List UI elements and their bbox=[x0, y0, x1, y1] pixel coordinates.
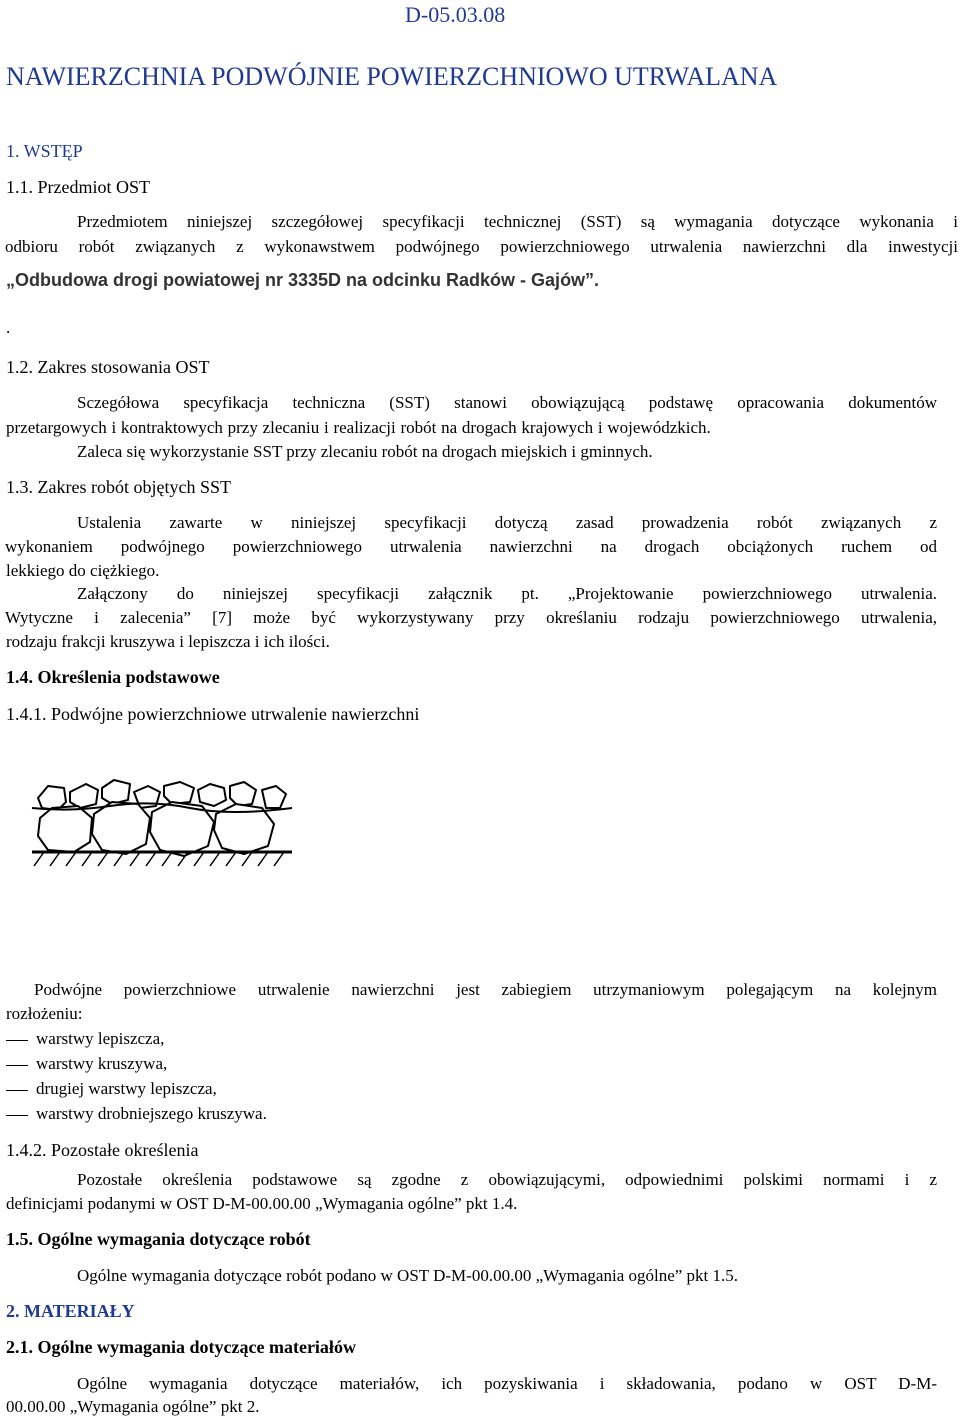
investment-name: „Odbudowa drogi powiatowej nr 3335D na odcinku Radków - Gajów”. bbox=[6, 270, 600, 290]
fine-chipping bbox=[164, 782, 194, 804]
coarse-stone bbox=[38, 806, 92, 852]
surface-dressing-diagram bbox=[30, 778, 300, 870]
subsection-heading-1-3: 1.3. Zakres robót objętych SST bbox=[6, 477, 231, 497]
fine-chipping bbox=[198, 784, 226, 806]
paragraph-1-1-line: odbioru robót związanych z wykonawstwem podwójnego powierzchniowego utrwalenia nawierzchni dla inwestycji bbox=[5, 237, 958, 256]
document-title: NAWIERZCHNIA PODWÓJNIE POWIERZCHNIOWO UTRWALANA bbox=[6, 62, 778, 91]
list-item bbox=[6, 1079, 217, 1099]
fine-chipping bbox=[70, 784, 98, 808]
section-heading-1: 1. WSTĘP bbox=[6, 141, 83, 161]
paragraph-1-2-line: przetargowych i kontraktowych przy zlecaniu i realizacji robót na drogach krajowych i wojewódzkich. bbox=[6, 418, 711, 437]
list-item-text: warstwy lepiszcza, bbox=[36, 1029, 165, 1048]
list-item bbox=[6, 1104, 267, 1124]
paragraph-1-3-line: lekkiego do ciężkiego. bbox=[6, 561, 160, 580]
paragraph-1-4-2-line: definicjami podanymi w OST D-M-00.00.00 „Wymagania ogólne” pkt 1.4. bbox=[6, 1194, 518, 1213]
dash-bullet bbox=[6, 1090, 28, 1091]
subsection-heading-1-4-2: 1.4.2. Pozostałe określenia bbox=[6, 1140, 199, 1160]
fine-chipping bbox=[230, 782, 256, 806]
subsection-heading-1-4-1: 1.4.1. Podwójne powierzchniowe utrwalenie nawierzchni bbox=[6, 704, 420, 724]
coarse-stone bbox=[92, 802, 150, 854]
subsection-heading-1-5: 1.5. Ogólne wymagania dotyczące robót bbox=[6, 1229, 311, 1249]
paragraph-1-5: Ogólne wymagania dotyczące robót podano w OST D-M-00.00.00 „Wymagania ogólne” pkt 1.5. bbox=[77, 1266, 739, 1285]
paragraph-2-1-line: Ogólne wymagania dotyczące materiałów, ich pozyskiwania i składowania, podano w OST D-M- bbox=[77, 1374, 937, 1393]
fine-chipping bbox=[102, 780, 130, 804]
paragraph-1-3-line: Ustalenia zawarte w niniejszej specyfikacji dotyczą zasad prowadzenia robót związanych z bbox=[77, 513, 937, 532]
paragraph-1-4-2-line: Pozostałe określenia podstawowe są zgodne z obowiązującymi, odpowiednimi polskimi normami i z bbox=[77, 1170, 937, 1189]
list-item bbox=[6, 1054, 167, 1074]
section-heading-2: 2. MATERIAŁY bbox=[6, 1301, 135, 1321]
fine-chipping bbox=[262, 786, 286, 808]
list-item bbox=[6, 1029, 164, 1049]
paragraph-1-3-line: rodzaju frakcji kruszywa i lepiszcza i ich ilości. bbox=[6, 632, 330, 651]
paragraph-1-2-line: Sczegółowa specyfikacja techniczna (SST) stanowi obowiązującą podstawę opracowania dokumentów bbox=[77, 393, 937, 412]
paragraph-1-2-line: Zaleca się wykorzystanie SST przy zlecaniu robót na drogach miejskich i gminnych. bbox=[77, 442, 653, 461]
list-item-text: drugiej warstwy lepiszcza, bbox=[36, 1079, 217, 1098]
document-code: D-05.03.08 bbox=[405, 2, 506, 27]
subsection-heading-1-1: 1.1. Przedmiot OST bbox=[6, 177, 150, 197]
dash-bullet bbox=[6, 1115, 28, 1116]
paragraph-1-3-line: Wytyczne i zalecenia” [7] może być wykorzystywany przy określaniu rodzaju powierzchniowego utrwalenia, bbox=[5, 608, 937, 627]
paragraph-1-3-line: wykonaniem podwójnego powierzchniowego utrwalenia nawierzchni na drogach obciążonych ruchem od bbox=[5, 537, 937, 556]
subsection-heading-2-1: 2.1. Ogólne wymagania dotyczące materiałów bbox=[6, 1337, 356, 1357]
paragraph-1-4-1-line: Podwójne powierzchniowe utrwalenie nawierzchni jest zabiegiem utrzymaniowym polegającym na kolejnym bbox=[34, 980, 937, 999]
dash-bullet bbox=[6, 1065, 28, 1066]
paragraph-1-4-1-line: rozłożeniu: bbox=[6, 1004, 83, 1023]
list-item-text: warstwy kruszywa, bbox=[36, 1054, 168, 1073]
dash-bullet bbox=[6, 1040, 28, 1041]
subsection-heading-1-2: 1.2. Zakres stosowania OST bbox=[6, 357, 210, 377]
list-item-text: warstwy drobniejszego kruszywa. bbox=[36, 1104, 267, 1123]
stray-dot: . bbox=[6, 318, 11, 337]
paragraph-1-1-line: Przedmiotem niniejszej szczegółowej specyfikacji technicznej (SST) są wymagania dotyczące wykonania i bbox=[77, 212, 958, 231]
paragraph-1-3-line: Załączony do niniejszej specyfikacji załącznik pt. „Projektowanie powierzchniowego utrwalenia. bbox=[77, 584, 937, 603]
paragraph-2-1-line: 00.00.00 „Wymagania ogólne” pkt 2. bbox=[6, 1397, 260, 1416]
subsection-heading-1-4: 1.4. Określenia podstawowe bbox=[6, 667, 220, 687]
